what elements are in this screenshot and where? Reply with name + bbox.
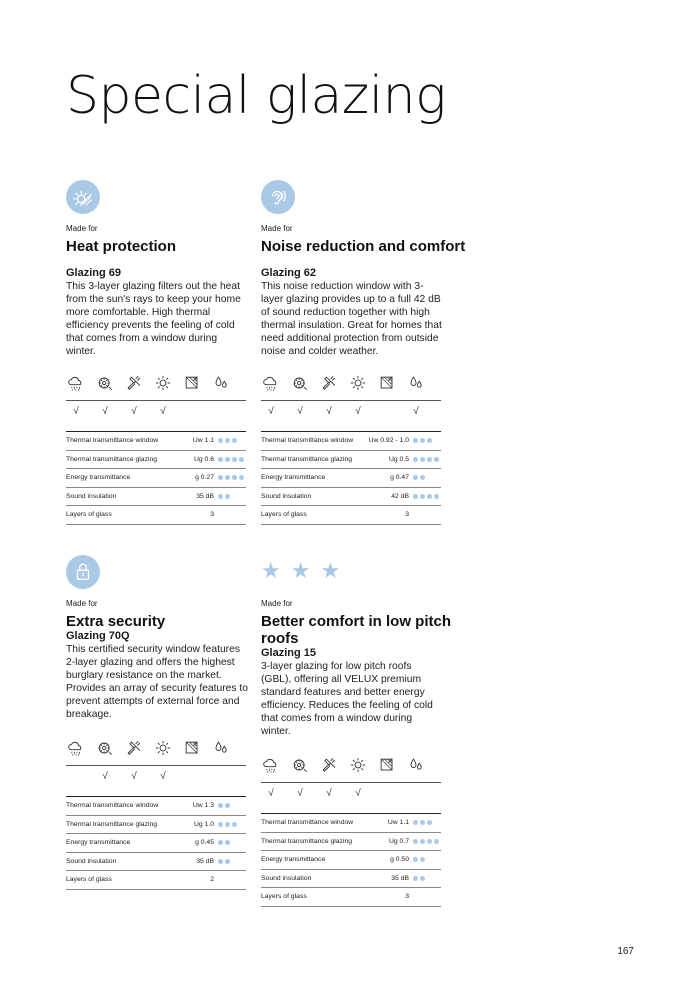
spec-label: Thermal transmittance glazing (66, 820, 158, 828)
spec-row (66, 871, 246, 890)
rating-dot (427, 457, 432, 462)
rating-dots (218, 859, 246, 864)
rating-dot (218, 475, 223, 480)
rating-dots (218, 438, 246, 443)
rating-dot (239, 859, 244, 864)
spec-row (261, 432, 441, 451)
rating-dot (434, 494, 439, 499)
rating-dot (434, 475, 439, 480)
rating-dots (218, 457, 246, 462)
rating-dot (420, 457, 425, 462)
spec-row (66, 816, 246, 835)
rating-dot (225, 475, 230, 480)
spec-label: Layers of glass (261, 893, 307, 901)
padlock-icon (66, 555, 100, 589)
rating-dot (232, 457, 237, 462)
rating-dot (420, 857, 425, 862)
feature-icons-row (261, 754, 441, 776)
spec-label: Energy transmittance (66, 839, 131, 847)
spec-label: Sound insulation (66, 857, 117, 865)
card-low-pitch-roofs (261, 555, 452, 907)
card-title: Extra security (66, 613, 166, 630)
spec-value: 3 (405, 893, 409, 901)
feature-checks-row (66, 401, 246, 421)
sun-icon (348, 373, 368, 393)
rating-dot (225, 803, 230, 808)
made-for-label: Made for (261, 224, 293, 233)
spec-label: Energy transmittance (261, 856, 326, 864)
glazing-name: Glazing 15 (261, 647, 317, 659)
spec-row (66, 469, 246, 488)
rating-dot (413, 457, 418, 462)
spec-label: Layers of glass (66, 876, 112, 884)
rating-dot (420, 839, 425, 844)
sun-dial-icon (95, 738, 115, 758)
feature-checks-row (261, 783, 441, 803)
feature-check: √ (326, 787, 332, 799)
rating-dots (413, 857, 441, 862)
spec-value: 3 (405, 511, 409, 519)
rating-dot (232, 859, 237, 864)
window-shade-icon (377, 755, 397, 775)
rating-dot (434, 839, 439, 844)
rating-dot (218, 494, 223, 499)
water-drops-icon (406, 373, 426, 393)
card-extra-security (66, 555, 246, 890)
rating-dot (239, 475, 244, 480)
rating-dot (427, 876, 432, 881)
feature-check: √ (131, 770, 137, 782)
spec-row (66, 506, 246, 525)
window-shade-icon (377, 373, 397, 393)
rating-dots (413, 494, 441, 499)
spec-value: Uw 1.1 (387, 819, 409, 827)
spec-label: Thermal transmittance window (261, 437, 354, 445)
rating-dot (420, 876, 425, 881)
rating-dot (427, 857, 432, 862)
feature-check: √ (268, 787, 274, 799)
spec-row (261, 888, 441, 907)
card-title: Better comfort in low pitch roofs (261, 613, 452, 647)
rating-dot (218, 822, 223, 827)
spec-row (261, 488, 441, 507)
spec-value: g 0.45 (195, 839, 214, 847)
spec-value: 3 (210, 511, 214, 519)
spec-label: Layers of glass (66, 511, 112, 519)
rating-dots (413, 820, 441, 825)
feature-checks-row (66, 766, 246, 786)
rating-dot (434, 857, 439, 862)
rating-dot (434, 876, 439, 881)
spec-label: Energy transmittance (261, 474, 326, 482)
feature-check: √ (131, 405, 137, 417)
made-for-label: Made for (66, 224, 98, 233)
rating-dot (413, 494, 418, 499)
spec-row (66, 797, 246, 816)
rating-dot (427, 820, 432, 825)
feature-check: √ (160, 770, 166, 782)
spec-row (261, 851, 441, 870)
rating-dot (420, 494, 425, 499)
rating-dot (218, 438, 223, 443)
rating-dot (413, 857, 418, 862)
rating-dot (239, 438, 244, 443)
spec-value: Uw 0.92 - 1.0 (368, 437, 409, 445)
feature-icons-row (66, 372, 246, 394)
rating-dot (225, 438, 230, 443)
feature-check: √ (355, 405, 361, 417)
rating-dots (413, 438, 441, 443)
rating-dot (232, 840, 237, 845)
page-number: 167 (617, 946, 634, 957)
feature-check: √ (160, 405, 166, 417)
card-noise-reduction (261, 180, 466, 525)
hammer-icon (124, 373, 144, 393)
star-icon: ★ (290, 559, 311, 584)
spec-value: Ug 1.0 (193, 820, 214, 828)
spec-value: 35 dB (196, 492, 214, 500)
rating-dots (218, 803, 246, 808)
spec-value: g 0.27 (195, 474, 214, 482)
rating-dot (239, 840, 244, 845)
spec-value: Uw 1.3 (192, 802, 214, 810)
rating-dot (218, 803, 223, 808)
rating-dot (218, 457, 223, 462)
feature-check: √ (102, 405, 108, 417)
rating-dot (427, 438, 432, 443)
rating-dot (427, 494, 432, 499)
sun-dial-icon (290, 373, 310, 393)
star-icon: ★ (320, 559, 341, 584)
star-icon: ★ (261, 559, 281, 584)
feature-check: √ (268, 405, 274, 417)
rating-dot (225, 859, 230, 864)
spec-value: Ug 0.7 (388, 837, 409, 845)
card-description: This noise reduction window with 3-layer glazing provides up to a full 42 dB of sound reduction together with high thermal insulation. Great for homes that need additional protection from outside noise and colder weather. (261, 281, 442, 357)
spec-value: 35 dB (391, 874, 409, 882)
rating-dot (232, 475, 237, 480)
page-title: Special glazing (66, 66, 446, 126)
sun-icon (153, 738, 173, 758)
spec-value: Ug 0.5 (388, 455, 409, 463)
made-for-label: Made for (66, 599, 98, 608)
rating-dot (225, 840, 230, 845)
rating-dot (225, 457, 230, 462)
spec-label: Thermal transmittance window (66, 437, 159, 445)
weather-cloud-icon (66, 373, 86, 393)
rating-dot (413, 820, 418, 825)
spec-label: Thermal transmittance glazing (261, 455, 353, 463)
glazing-name: Glazing 70Q (66, 630, 130, 642)
feature-check: √ (326, 405, 332, 417)
rating-dots (218, 840, 246, 845)
spec-label: Energy transmittance (66, 474, 131, 482)
card-heat-protection (66, 180, 246, 525)
spec-value: g 0.47 (390, 474, 409, 482)
sun-dial-icon (290, 755, 310, 775)
rating-dots (413, 839, 441, 844)
rating-dots (218, 494, 246, 499)
rating-dot (239, 803, 244, 808)
rating-dots (413, 457, 441, 462)
hammer-icon (124, 738, 144, 758)
card-description: This 3-layer glazing filters out the heat from the sun's rays to keep your home more comfortable. High thermal efficiency prevents the feeling of cold that comes from a window during winter. (66, 281, 241, 357)
rating-dots (218, 822, 246, 827)
hammer-icon (319, 373, 339, 393)
feature-icons-row (261, 372, 441, 394)
rating-dots (218, 475, 246, 480)
rating-dot (420, 438, 425, 443)
weather-cloud-icon (261, 373, 281, 393)
rating-dot (420, 475, 425, 480)
spec-label: Layers of glass (261, 511, 307, 519)
spec-row (66, 488, 246, 507)
hammer-icon (319, 755, 339, 775)
spec-row (261, 506, 441, 525)
spec-label: Sound insulation (261, 492, 312, 500)
spec-row (261, 451, 441, 470)
rating-dot (232, 438, 237, 443)
sun-dial-icon (95, 373, 115, 393)
rating-dot (239, 494, 244, 499)
sun-icon (153, 373, 173, 393)
window-shade-icon (182, 738, 202, 758)
spec-row (66, 834, 246, 853)
rating-dots (413, 876, 441, 881)
spec-value: g 0.50 (390, 856, 409, 864)
card-description: 3-layer glazing for low pitch roofs (GBL), offering all VELUX premium standard features and better energy efficiency. Reduces the feeling of cold that comes from a window during winter. (261, 661, 433, 737)
rating-dot (225, 494, 230, 499)
rating-dot (413, 839, 418, 844)
sun-icon (348, 755, 368, 775)
window-shade-icon (182, 373, 202, 393)
feature-icons-row (66, 737, 246, 759)
rating-dot (232, 803, 237, 808)
spec-label: Sound insulation (66, 492, 117, 500)
rating-dot (413, 475, 418, 480)
rating-dot (232, 494, 237, 499)
spec-value: Ug 0.6 (193, 455, 214, 463)
rating-dots (413, 475, 441, 480)
rating-dot (239, 822, 244, 827)
spec-row (261, 870, 441, 889)
card-description: This certified security window features 2-layer glazing and offers the highest burglary resistance on the market. Provides an array of security features to prevent attempts of external force and breakage. (66, 644, 248, 720)
card-title: Noise reduction and comfort (261, 238, 466, 255)
spec-row (66, 432, 246, 451)
rating-dot (218, 859, 223, 864)
feature-check: √ (297, 787, 303, 799)
rating-dot (218, 840, 223, 845)
spec-value: 35 dB (196, 857, 214, 865)
rating-dot (232, 822, 237, 827)
feature-check: √ (297, 405, 303, 417)
glazing-name: Glazing 69 (66, 267, 122, 279)
water-drops-icon (406, 755, 426, 775)
water-drops-icon (211, 738, 231, 758)
feature-check: √ (413, 405, 419, 417)
rating-dot (434, 457, 439, 462)
rating-dot (427, 475, 432, 480)
spec-label: Thermal transmittance glazing (66, 455, 158, 463)
rating-dot (420, 820, 425, 825)
rating-dot (239, 457, 244, 462)
spec-row (261, 469, 441, 488)
rating-dot (434, 438, 439, 443)
spec-label: Thermal transmittance window (261, 819, 354, 827)
glazing-name: Glazing 62 (261, 267, 317, 279)
spec-value: 42 dB (391, 492, 409, 500)
spec-value: 2 (210, 876, 214, 884)
spec-label: Thermal transmittance window (66, 802, 159, 810)
rating-dot (225, 822, 230, 827)
spec-label: Sound insulation (261, 874, 312, 882)
rating-dot (413, 438, 418, 443)
made-for-label: Made for (261, 599, 293, 608)
three-stars-icon (261, 555, 441, 589)
spec-row (66, 853, 246, 872)
feature-check: √ (355, 787, 361, 799)
weather-cloud-icon (66, 738, 86, 758)
feature-check: √ (102, 770, 108, 782)
spec-value: Uw 1.1 (192, 437, 214, 445)
sun-heat-icon (66, 180, 100, 214)
spec-row (261, 814, 441, 833)
water-drops-icon (211, 373, 231, 393)
rating-dot (427, 839, 432, 844)
rating-dot (413, 876, 418, 881)
feature-checks-row (261, 401, 441, 421)
weather-cloud-icon (261, 755, 281, 775)
spec-row (261, 833, 441, 852)
ear-sound-icon (261, 180, 295, 214)
spec-label: Thermal transmittance glazing (261, 837, 353, 845)
spec-row (66, 451, 246, 470)
card-title: Heat protection (66, 238, 177, 255)
rating-dot (434, 820, 439, 825)
feature-check: √ (73, 405, 79, 417)
